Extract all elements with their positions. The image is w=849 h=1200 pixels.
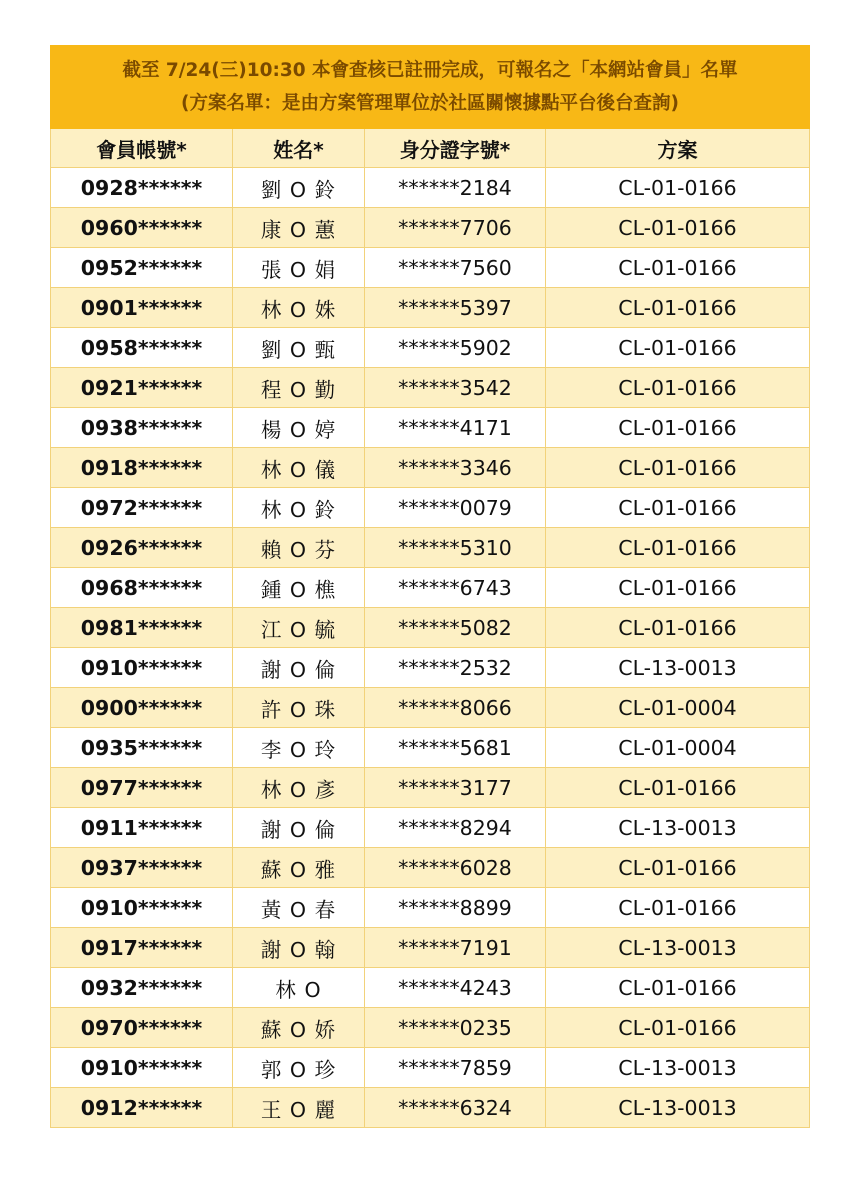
id-number-cell: ******6743: [365, 568, 546, 608]
account-cell: 0952******: [51, 248, 233, 288]
plan-cell: CL-01-0166: [546, 368, 810, 408]
table-row: [51, 208, 810, 248]
member-table: [50, 45, 810, 1128]
account-cell: 0900******: [51, 688, 233, 728]
id-number-cell: ******0079: [365, 488, 546, 528]
table-row: [51, 888, 810, 928]
account-cell: 0935******: [51, 728, 233, 768]
name-cell: 林 O 儀: [233, 448, 365, 488]
table-row: [51, 608, 810, 648]
table-row: [51, 368, 810, 408]
name-cell: 許 O 珠: [233, 688, 365, 728]
account-cell: 0910******: [51, 648, 233, 688]
id-number-cell: ******2532: [365, 648, 546, 688]
table-row: [51, 1088, 810, 1128]
id-number-cell: ******7191: [365, 928, 546, 968]
table-row: [51, 328, 810, 368]
id-number-cell: ******5681: [365, 728, 546, 768]
name-cell: 程 O 勤: [233, 368, 365, 408]
column-header-id: 身分證字號*: [365, 129, 546, 168]
plan-cell: CL-13-0013: [546, 1088, 810, 1128]
plan-cell: CL-01-0166: [546, 288, 810, 328]
plan-cell: CL-01-0166: [546, 968, 810, 1008]
account-cell: 0911******: [51, 808, 233, 848]
member-list-sheet: [50, 45, 809, 1128]
account-cell: 0932******: [51, 968, 233, 1008]
id-number-cell: ******7859: [365, 1048, 546, 1088]
id-number-cell: ******7560: [365, 248, 546, 288]
name-cell: 劉 O 鈴: [233, 168, 365, 208]
name-cell: 劉 O 甄: [233, 328, 365, 368]
name-cell: 林 O 彥: [233, 768, 365, 808]
id-number-cell: ******5310: [365, 528, 546, 568]
id-number-cell: ******7706: [365, 208, 546, 248]
name-cell: 林 O 姝: [233, 288, 365, 328]
name-cell: 蘇 O 娇: [233, 1008, 365, 1048]
table-row: [51, 488, 810, 528]
id-number-cell: ******4243: [365, 968, 546, 1008]
id-number-cell: ******8899: [365, 888, 546, 928]
name-cell: 林 O: [233, 968, 365, 1008]
name-cell: 謝 O 倫: [233, 648, 365, 688]
plan-cell: CL-13-0013: [546, 928, 810, 968]
table-row: [51, 168, 810, 208]
account-cell: 0910******: [51, 1048, 233, 1088]
name-cell: 江 O 毓: [233, 608, 365, 648]
plan-cell: CL-01-0166: [546, 1008, 810, 1048]
table-row: [51, 768, 810, 808]
account-cell: 0928******: [51, 168, 233, 208]
table-body: [51, 168, 810, 1128]
name-cell: 李 O 玲: [233, 728, 365, 768]
table-row: [51, 848, 810, 888]
table-row: [51, 688, 810, 728]
table-row: [51, 408, 810, 448]
table-row: [51, 288, 810, 328]
name-cell: 王 O 麗: [233, 1088, 365, 1128]
plan-cell: CL-13-0013: [546, 808, 810, 848]
plan-cell: CL-01-0166: [546, 328, 810, 368]
plan-cell: CL-01-0166: [546, 608, 810, 648]
id-number-cell: ******3542: [365, 368, 546, 408]
plan-cell: CL-01-0166: [546, 448, 810, 488]
account-cell: 0958******: [51, 328, 233, 368]
name-cell: 康 O 蕙: [233, 208, 365, 248]
header-row: [51, 129, 810, 168]
plan-cell: CL-01-0166: [546, 848, 810, 888]
table-row: [51, 1008, 810, 1048]
account-cell: 0937******: [51, 848, 233, 888]
account-cell: 0981******: [51, 608, 233, 648]
account-cell: 0938******: [51, 408, 233, 448]
table-row: [51, 448, 810, 488]
table-title: [51, 46, 810, 129]
plan-cell: CL-01-0004: [546, 728, 810, 768]
id-number-cell: ******0235: [365, 1008, 546, 1048]
plan-cell: CL-01-0166: [546, 888, 810, 928]
account-cell: 0910******: [51, 888, 233, 928]
id-number-cell: ******8066: [365, 688, 546, 728]
account-cell: 0926******: [51, 528, 233, 568]
table-row: [51, 968, 810, 1008]
id-number-cell: ******2184: [365, 168, 546, 208]
column-header-name: 姓名*: [233, 129, 365, 168]
column-header-plan: 方案: [546, 129, 810, 168]
table-row: [51, 808, 810, 848]
table-row: [51, 568, 810, 608]
table-row: [51, 648, 810, 688]
table-row: [51, 528, 810, 568]
plan-cell: CL-13-0013: [546, 648, 810, 688]
plan-cell: CL-01-0166: [546, 248, 810, 288]
id-number-cell: ******5397: [365, 288, 546, 328]
table-row: [51, 1048, 810, 1088]
table-row: [51, 928, 810, 968]
account-cell: 0972******: [51, 488, 233, 528]
name-cell: 楊 O 婷: [233, 408, 365, 448]
name-cell: 賴 O 芬: [233, 528, 365, 568]
name-cell: 鍾 O 樵: [233, 568, 365, 608]
account-cell: 0912******: [51, 1088, 233, 1128]
id-number-cell: ******3346: [365, 448, 546, 488]
account-cell: 0977******: [51, 768, 233, 808]
plan-cell: CL-01-0166: [546, 488, 810, 528]
name-cell: 謝 O 倫: [233, 808, 365, 848]
plan-cell: CL-01-0166: [546, 208, 810, 248]
account-cell: 0921******: [51, 368, 233, 408]
table-row: [51, 248, 810, 288]
plan-cell: CL-01-0166: [546, 168, 810, 208]
account-cell: 0968******: [51, 568, 233, 608]
plan-cell: CL-01-0166: [546, 568, 810, 608]
plan-cell: CL-01-0004: [546, 688, 810, 728]
account-cell: 0917******: [51, 928, 233, 968]
plan-cell: CL-01-0166: [546, 408, 810, 448]
title-row: [51, 46, 810, 129]
id-number-cell: ******3177: [365, 768, 546, 808]
name-cell: 蘇 O 雅: [233, 848, 365, 888]
account-cell: 0918******: [51, 448, 233, 488]
name-cell: 黃 O 春: [233, 888, 365, 928]
account-cell: 0901******: [51, 288, 233, 328]
account-cell: 0970******: [51, 1008, 233, 1048]
title-line-1: 截至 7/24(三)10:30 本會查核已註冊完成，可報名之「本網站會員」名單: [122, 60, 738, 81]
plan-cell: CL-01-0166: [546, 528, 810, 568]
plan-cell: CL-01-0166: [546, 768, 810, 808]
id-number-cell: ******5902: [365, 328, 546, 368]
name-cell: 謝 O 翰: [233, 928, 365, 968]
id-number-cell: ******6324: [365, 1088, 546, 1128]
plan-cell: CL-13-0013: [546, 1048, 810, 1088]
name-cell: 張 O 娟: [233, 248, 365, 288]
title-line-2: (方案名單：是由方案管理單位於社區關懷據點平台後台查詢): [181, 93, 679, 114]
name-cell: 郭 O 珍: [233, 1048, 365, 1088]
table-row: [51, 728, 810, 768]
account-cell: 0960******: [51, 208, 233, 248]
id-number-cell: ******5082: [365, 608, 546, 648]
id-number-cell: ******4171: [365, 408, 546, 448]
name-cell: 林 O 鈴: [233, 488, 365, 528]
id-number-cell: ******6028: [365, 848, 546, 888]
column-header-account: 會員帳號*: [51, 129, 233, 168]
id-number-cell: ******8294: [365, 808, 546, 848]
